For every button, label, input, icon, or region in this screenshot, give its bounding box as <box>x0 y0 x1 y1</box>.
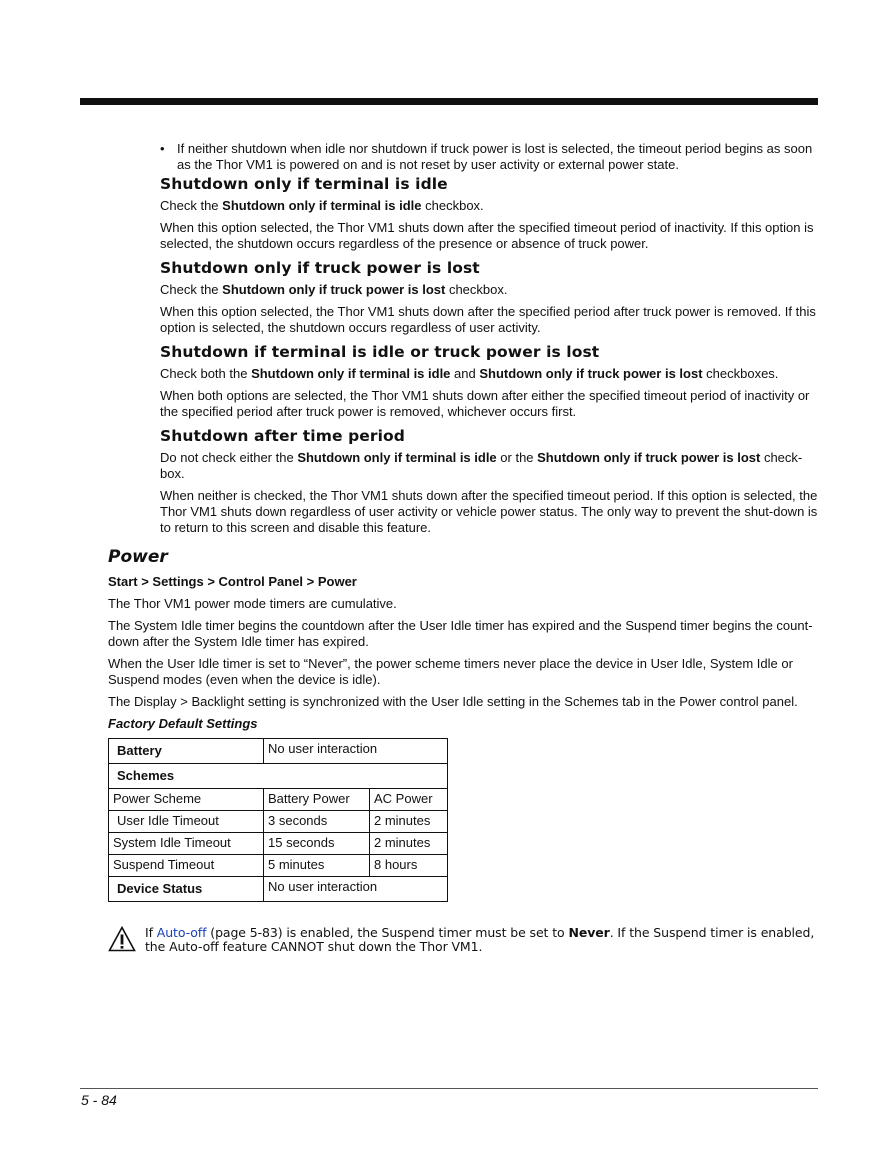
power-section <box>108 546 818 954</box>
section-instruction: Check the Shutdown only if truck power is lost checkbox. <box>160 282 508 297</box>
table-row <box>109 855 448 877</box>
section-heading: Shutdown only if terminal is idle <box>160 175 448 193</box>
column-header: Power Scheme <box>109 789 264 811</box>
option-name: Shutdown only if truck power is lost <box>537 450 761 465</box>
option-name: Shutdown only if truck power is lost <box>222 282 446 297</box>
section-body: When this option selected, the Thor VM1 shuts down after the specified timeout period of inactivity. If this option is selected, the shutdown occurs regardless of the presence or absence of truck power. <box>160 220 814 251</box>
table-cell: 8 hours <box>370 855 448 877</box>
option-name: Shutdown only if terminal is idle <box>222 198 422 213</box>
table-cell: User Idle Timeout <box>109 811 264 833</box>
option-name: Shutdown only if terminal is idle <box>251 366 451 381</box>
table-row <box>109 877 448 902</box>
power-heading: Power <box>108 547 168 567</box>
section-instruction: Do not check either the Shutdown only if terminal is idle or the Shutdown only if truck power is lost check-box. <box>160 450 803 481</box>
table-cell: 15 seconds <box>264 833 370 855</box>
power-paragraph: When the User Idle timer is set to “Never”, the power scheme timers never place the device in User Idle, System Idle or Suspend modes (even when the device is idle). <box>108 656 793 687</box>
table-cell: Suspend Timeout <box>109 855 264 877</box>
table-cell: 5 minutes <box>264 855 370 877</box>
shutdown-options <box>160 175 818 536</box>
header-rule <box>80 98 818 105</box>
caution-bold: Never <box>568 925 610 940</box>
footer-rule <box>80 1088 818 1089</box>
section-body: When this option selected, the Thor VM1 shuts down after the specified period after truck power is removed. If this option is selected, the shutdown occurs regardless of user activity. <box>160 304 816 335</box>
battery-value: No user interaction <box>264 739 448 764</box>
caution-note <box>108 926 818 954</box>
bullet-item <box>108 141 818 173</box>
table-row <box>109 811 448 833</box>
section-heading: Shutdown only if truck power is lost <box>160 259 480 277</box>
table-row <box>109 739 448 764</box>
section-idle-or-power-lost <box>160 343 818 420</box>
table-cell: 2 minutes <box>370 833 448 855</box>
device-status-label: Device Status <box>109 877 264 902</box>
section-heading: Shutdown if terminal is idle or truck power is lost <box>160 343 600 361</box>
column-header: AC Power <box>370 789 448 811</box>
table-cell: 2 minutes <box>370 811 448 833</box>
power-paragraph: The System Idle timer begins the countdown after the User Idle timer has expired and the Suspend timer begins the count-down after the System Idle timer has expired. <box>108 618 813 649</box>
column-header: Battery Power <box>264 789 370 811</box>
section-heading: Shutdown after time period <box>160 427 405 445</box>
table-row <box>109 833 448 855</box>
caution-text: If Auto-off (page 5-83) is enabled, the Suspend timer must be set to Never. If the Suspend timer is enabled, the Auto-off feature CANNOT shut down the Thor VM1. <box>145 925 815 954</box>
schemes-label: Schemes <box>109 764 448 789</box>
table-cell: 3 seconds <box>264 811 370 833</box>
bullet-text: If neither shutdown when idle nor shutdown if truck power is lost is selected, the timeout period begins as soon as the Thor VM1 is powered on and is not reset by user activity or external power state. <box>177 141 813 172</box>
page-content <box>108 141 818 960</box>
bullet-icon: • <box>160 141 165 156</box>
battery-label: Battery <box>109 739 264 764</box>
section-instruction: Check both the Shutdown only if terminal is idle and Shutdown only if truck power is lost checkboxes. <box>160 366 779 381</box>
factory-defaults-label: Factory Default Settings <box>108 716 258 731</box>
table-row <box>109 764 448 789</box>
table-cell: System Idle Timeout <box>109 833 264 855</box>
device-status-value: No user interaction <box>264 877 448 902</box>
option-name: Shutdown only if terminal is idle <box>297 450 497 465</box>
power-paragraph: The Thor VM1 power mode timers are cumulative. <box>108 596 397 611</box>
section-truck-power-lost <box>160 259 818 336</box>
power-paragraph: The Display > Backlight setting is synchronized with the User Idle setting in the Schemes tab in the Power control panel. <box>108 694 798 709</box>
option-name: Shutdown only if truck power is lost <box>479 366 703 381</box>
auto-off-link[interactable]: Auto-off <box>156 925 207 940</box>
factory-defaults-table <box>108 738 448 902</box>
section-after-time-period <box>160 427 818 536</box>
table-header-row <box>109 789 448 811</box>
section-terminal-idle <box>160 175 818 252</box>
navigation-path: Start > Settings > Control Panel > Power <box>108 574 357 589</box>
section-instruction: Check the Shutdown only if terminal is idle checkbox. <box>160 198 484 213</box>
section-body: When both options are selected, the Thor VM1 shuts down after either the specified timeout period of inactivity or the specified period after truck power is removed, whichever occurs first. <box>160 388 810 419</box>
section-body: When neither is checked, the Thor VM1 shuts down after the specified timeout period. If this option is selected, the Thor VM1 shuts down regardless of user activity or vehicle power status. The only way to prevent the shut-down is to return to this screen and disable this feature. <box>160 488 818 535</box>
page-number: 5 - 84 <box>81 1092 117 1108</box>
warning-icon <box>108 926 136 952</box>
